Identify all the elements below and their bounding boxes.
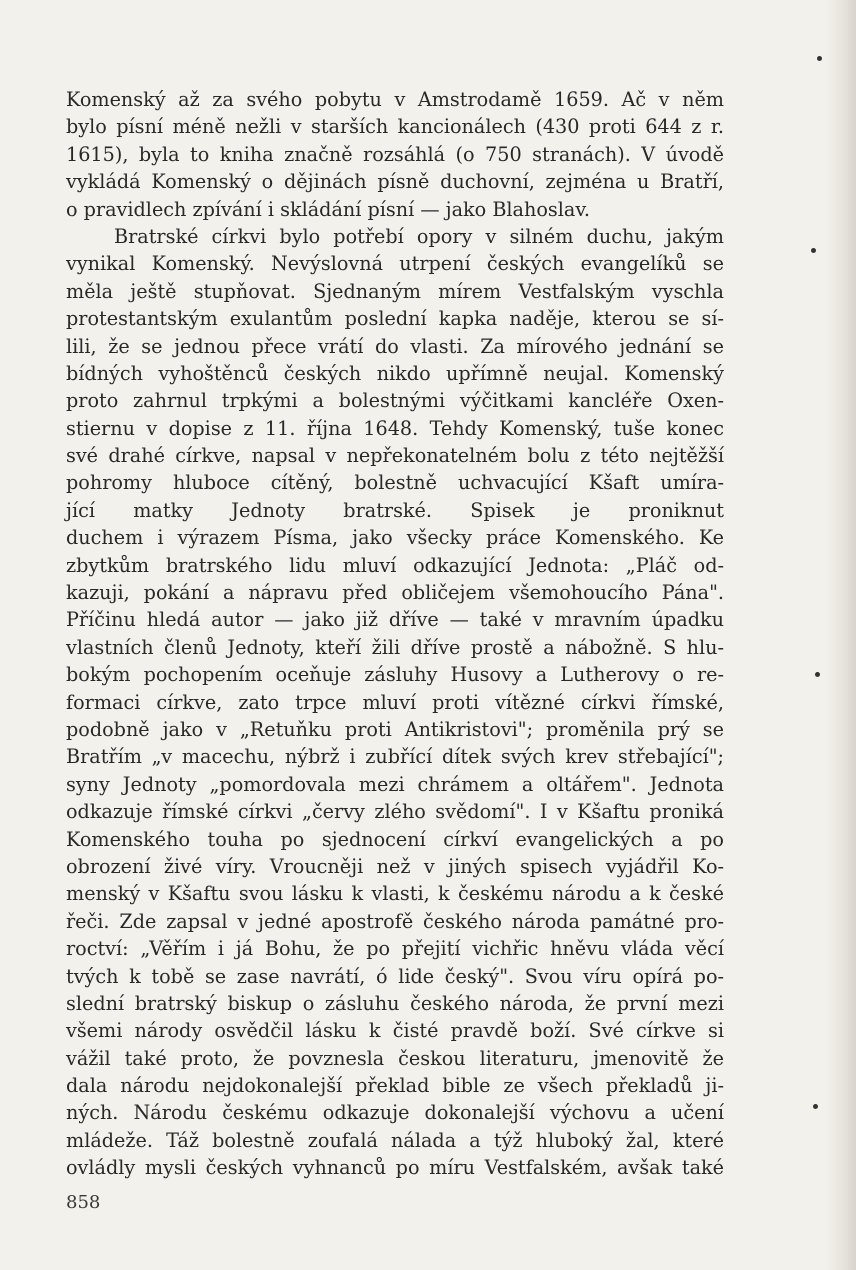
text-line: mládeže. Táž bolestně zoufalá nálada a týž hluboký žal, které — [66, 1128, 724, 1152]
text-line: formaci církve, zato trpce mluví proti vítězné církvi římské, — [66, 690, 724, 714]
body-text — [66, 86, 724, 1182]
text-line: duchem i výrazem Písma, jako všecky práce Komenského. Ke — [66, 526, 724, 550]
text-line: syny Jednoty „pomordovala mezi chrámem a oltářem". Jednota — [66, 772, 724, 796]
text-line: odkazuje římské církvi „červy zlého svědomí". I v Kšaftu proniká — [66, 800, 724, 824]
text-line: roctví: „Věřím i já Bohu, že po přejití vichřic hněvu vláda věcí — [66, 937, 724, 961]
text-line: o pravidlech zpívání i skládání písní — jako Blahoslav. — [66, 197, 590, 221]
text-line: své drahé církve, napsal v nepřekonatelném bolu z této nejtěžší — [66, 444, 724, 468]
text-line: všemi národy osvědčil lásku k čisté pravdě boží. Své církve si — [66, 1019, 724, 1043]
text-line: lili, že se jednou přece vrátí do vlasti. Za mírového jednání se — [66, 334, 724, 358]
page-edge-shadow — [826, 0, 856, 1270]
text-line: proto zahrnul trpkými a bolestnými výčitkami kancléře Oxen- — [66, 389, 724, 413]
text-line: stiernu v dopise z 11. října 1648. Tehdy Komenský, tuše konec — [66, 416, 724, 440]
text-line: vážil také proto, že povznesla českou literaturu, jmenovitě že — [66, 1046, 724, 1070]
text-line: jící matky Jednoty bratrské. Spisek je proniknut — [66, 498, 724, 522]
text-line: měla ještě stupňovat. Sjednaným mírem Vestfalským vyschla — [66, 279, 724, 303]
text-line: Komenský až za svého pobytu v Amstrodamě 1659. Ač v něm — [66, 88, 724, 111]
margin-speck — [813, 1104, 818, 1109]
text-line: Bratřím „v macechu, nýbrž i zubřící dítek svých krev střebající"; — [66, 745, 724, 769]
text-line: vykládá Komenský o dějinách písně duchovní, zejména u Bratří, — [66, 170, 724, 194]
text-line: bídných vyhoštěnců českých nikdo upřímně neujal. Komenský — [66, 361, 724, 385]
text-line: bylo písní méně nežli v starších kancionálech (430 proti 644 z r. — [66, 115, 724, 139]
text-line: tvých k tobě se zase navrátí, ó lide český". Svou víru opírá po- — [66, 964, 724, 988]
margin-speck — [817, 56, 822, 61]
text-line: řeči. Zde zapsal v jedné apostrofě českého národa památné pro- — [66, 909, 724, 933]
text-line: dala národu nejdokonalejší překlad bible ze všech překladů ji- — [66, 1074, 724, 1098]
text-line: ovládly mysli českých vyhnanců po míru Vestfalském, avšak také — [66, 1156, 724, 1180]
text-line: Komenského touha po sjednocení církví evangelických a po — [66, 827, 724, 851]
text-line: obrození živé víry. Vroucněji než v jiných spisech vyjádřil Ko- — [66, 854, 724, 878]
text-line: podobně jako v „Retuňku proti Antikristovi"; proměnila prý se — [66, 717, 724, 741]
text-line: slední bratrský biskup o zásluhu českého národa, že první mezi — [66, 991, 724, 1015]
text-line: 1615), byla to kniha značně rozsáhlá (o 750 stranách). V úvodě — [66, 142, 724, 166]
text-line: Příčinu hledá autor — jako již dříve — také v mravním úpadku — [66, 608, 724, 632]
margin-speck — [811, 248, 816, 253]
page-number: 858 — [66, 1192, 101, 1213]
text-line: pohromy hluboce cítěný, bolestně uchvacující Kšaft umíra- — [66, 471, 724, 495]
text-line: kazuji, pokání a nápravu před obličejem všemohoucího Pána". — [66, 581, 724, 605]
text-line: bokým pochopením oceňuje zásluhy Husovy a Lutherovy o re- — [66, 663, 724, 687]
text-line: vynikal Komenský. Nevýslovná utrpení českých evangelíků se — [66, 252, 724, 276]
margin-speck — [815, 672, 820, 677]
text-line: ných. Národu českému odkazuje dokonalejší výchovu a učení — [66, 1101, 724, 1125]
text-line: zbytkům bratrského lidu mluví odkazující Jednota: „Pláč od- — [66, 553, 724, 577]
text-line: menský v Kšaftu svou lásku k vlasti, k českému národu a k české — [66, 882, 724, 906]
text-line: Bratrské církvi bylo potřebí opory v silném duchu, jakým — [114, 224, 724, 248]
text-line: protestantským exulantům poslední kapka naděje, kterou se sí- — [66, 307, 724, 331]
text-line: vlastních členů Jednoty, kteří žili dříve prostě a nábožně. S hlu- — [66, 635, 724, 659]
